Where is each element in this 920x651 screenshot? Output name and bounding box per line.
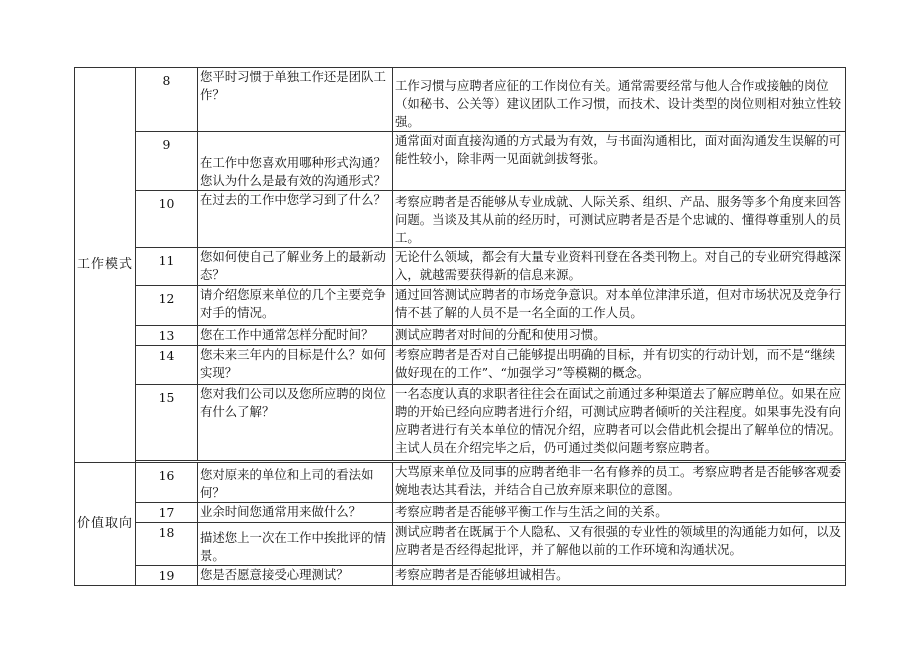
question-text: 业余时间您通常用来做什么？ — [198, 503, 393, 523]
answer-text: 工作习惯与应聘者应征的工作岗位有关。通常需要经常与他人合作或接触的岗位（如秘书、公关等）建议团队工作习惯，而技术、设计类型的岗位则相对独立性较强。 — [393, 68, 846, 132]
question-number: 18 — [136, 523, 198, 566]
question-number: 14 — [136, 346, 198, 385]
table-row — [75, 248, 846, 286]
table-row — [75, 503, 846, 523]
question-text: 您如何使自己了解业务上的最新动态？ — [198, 248, 393, 286]
question-text: 在过去的工作中您学习到了什么？ — [198, 191, 393, 248]
table-row — [75, 132, 846, 191]
table-row — [75, 286, 846, 326]
question-text: 在工作中您喜欢用哪种形式沟通？您认为什么是最有效的沟通形式？ — [198, 132, 393, 191]
answer-text: 大骂原来单位及同事的应聘者绝非一名有修养的员工。考察应聘者是否能够客观委婉地表达其看法，并结合自己放弃原来职位的意图。 — [393, 463, 846, 503]
question-text: 描述您上一次在工作中挨批评的情景。 — [198, 523, 393, 566]
answer-text: 测试应聘者对时间的分配和使用习惯。 — [393, 326, 846, 346]
question-number: 15 — [136, 385, 198, 461]
table-row — [75, 191, 846, 248]
answer-text: 无论什么领域，都会有大量专业资料刊登在各类刊物上。对自己的专业研究得越深入，就越需要获得新的信息来源。 — [393, 248, 846, 286]
question-number: 10 — [136, 191, 198, 248]
question-number: 17 — [136, 503, 198, 523]
question-text: 您是否愿意接受心理测试？ — [198, 566, 393, 586]
answer-text: 考察应聘者是否能够从专业成就、人际关系、组织、产品、服务等多个角度来回答问题。当谈及其从前的经历时，可测试应聘者是否是个忠诚的、懂得尊重别人的员工。 — [393, 191, 846, 248]
table-row — [75, 385, 846, 461]
table-row — [75, 326, 846, 346]
question-number: 11 — [136, 248, 198, 286]
category-work-mode: 工作模式 — [75, 68, 136, 463]
question-number: 12 — [136, 286, 198, 326]
answer-text: 考察应聘者是否能够平衡工作与生活之间的关系。 — [393, 503, 846, 523]
interview-question-table — [74, 67, 846, 586]
answer-text: 一名态度认真的求职者往往会在面试之前通过多种渠道去了解应聘单位。如果在应聘的开始已经向应聘者进行介绍，可测试应聘者倾听的关注程度。如果事先没有向应聘者进行有关本单位的情况介绍，应聘者可以会借此机会提出了解单位的情况。主试人员在介绍完毕之后，仍可通过类似问题考察应聘者。 — [393, 385, 846, 461]
answer-text: 通过回答测试应聘者的市场竞争意识。对本单位津津乐道，但对市场状况及竞争行情不甚了解的人员不是一名全面的工作人员。 — [393, 286, 846, 326]
question-text: 您在工作中通常怎样分配时间？ — [198, 326, 393, 346]
question-number: 19 — [136, 566, 198, 586]
answer-text: 考察应聘者是否能够坦诚相告。 — [393, 566, 846, 586]
question-number: 9 — [136, 132, 198, 191]
table-row — [75, 523, 846, 566]
question-number: 16 — [136, 463, 198, 503]
table-row — [75, 566, 846, 586]
answer-text: 测试应聘者在既属于个人隐私、又有很强的专业性的领域里的沟通能力如何，以及应聘者是否经得起批评，并了解他以前的工作环境和沟通状况。 — [393, 523, 846, 566]
table-row — [75, 463, 846, 503]
table-row — [75, 68, 846, 132]
category-value-orientation: 价值取向 — [75, 463, 136, 586]
question-number: 8 — [136, 68, 198, 132]
question-text: 您未来三年内的目标是什么？如何实现？ — [198, 346, 393, 385]
answer-text: 考察应聘者是否对自己能够提出明确的目标，并有切实的行动计划，而不是“继续做好现在的工作”、“加强学习”等模糊的概念。 — [393, 346, 846, 385]
question-number: 13 — [136, 326, 198, 346]
question-text: 您对原来的单位和上司的看法如何？ — [198, 463, 393, 503]
question-text: 请介绍您原来单位的几个主要竞争对手的情况。 — [198, 286, 393, 326]
table-row — [75, 346, 846, 385]
question-text: 您对我们公司以及您所应聘的岗位有什么了解？ — [198, 385, 393, 461]
question-text: 您平时习惯于单独工作还是团队工作？ — [198, 68, 393, 132]
answer-text: 通常面对面直接沟通的方式最为有效，与书面沟通相比，面对面沟通发生误解的可能性较小，除非两一见面就剑拔弩张。 — [393, 132, 846, 191]
